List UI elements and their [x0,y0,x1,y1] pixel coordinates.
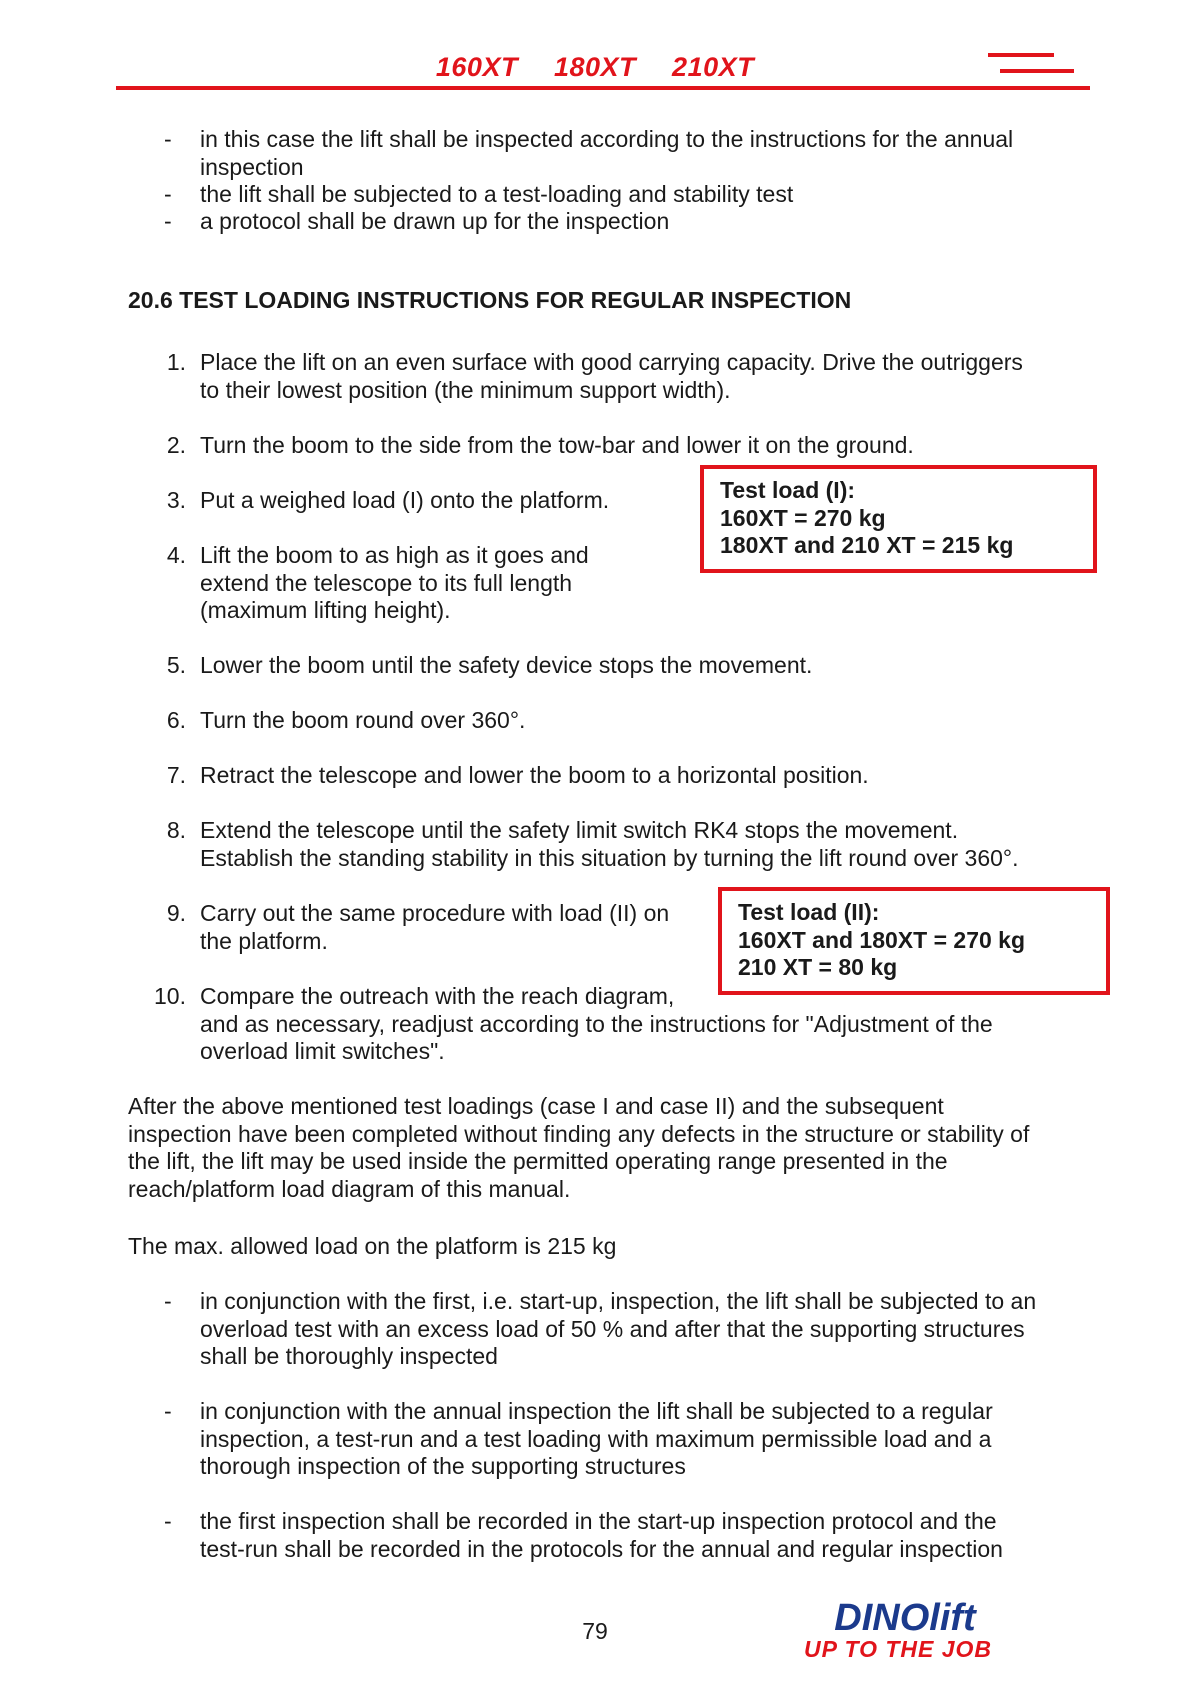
final-item-1-line-3: shall be thoroughly inspected [200,1343,498,1369]
step-6: Turn the boom round over 360°. [200,707,526,733]
test-load-1-line-2: 180XT and 210 XT = 215 kg [720,532,1014,558]
step-10-number: 10. [154,983,186,1009]
paragraph-1-line-2: inspection have been completed without finding any defects in the structure or stability of [128,1120,1030,1147]
step-7: Retract the telescope and lower the boom to a horizontal position. [200,762,869,788]
step-9-number: 9. [166,900,186,926]
step-10-line-1: Compare the outreach with the reach diagram, [200,983,675,1009]
paragraph-1-line-3: the lift, the lift may be used inside the permitted operating range presented in the [128,1148,948,1174]
step-8-line-2: Establish the standing stability in this situation by turning the lift round over 360°. [200,844,1019,871]
logo-wordmark: DINOlift [834,1600,976,1639]
step-9 [200,900,669,955]
step-8-number: 8. [166,817,186,843]
step-9-line-2: the platform. [200,927,328,954]
step-4 [200,542,589,625]
step-1-line-1: Place the lift on an even surface with good carrying capacity. Drive the outriggers [200,349,1023,375]
step-3-number: 3. [166,487,186,513]
step-4-line-1: Lift the boom to as high as it goes and [200,542,589,568]
step-10-line-2: and as necessary, readjust according to the instructions for "Adjustment of the [200,1010,993,1037]
header-mark-bottom [1000,69,1074,73]
test-load-1-line-1: 160XT = 270 kg [720,504,886,531]
dinolift-logo [800,1600,1010,1662]
step-1 [200,349,1023,404]
final-item-2 [200,1398,993,1481]
header-rule [116,86,1090,90]
step-1-line-2: to their lowest position (the minimum support width). [200,376,731,403]
intro-item-3: a protocol shall be drawn up for the inspection [200,208,670,234]
step-4-line-2: extend the telescope to its full length [200,569,573,596]
final-dash-1: - [164,1288,172,1314]
step-2: Turn the boom to the side from the tow-bar and lower it on the ground. [200,432,914,458]
paragraph-1-line-1: After the above mentioned test loadings (case I and case II) and the subsequent [128,1093,944,1119]
final-item-2-line-2: inspection, a test-run and a test loading with maximum permissible load and a [200,1425,992,1452]
intro-item-1 [200,126,1013,181]
intro-item-1-line-1: in this case the lift shall be inspected according to the instructions for the annual [200,126,1014,152]
paragraph-max-load: The max. allowed load on the platform is 215 kg [128,1233,617,1259]
page-number: 79 [582,1618,608,1644]
logo-tagline: UP TO THE JOB [803,1636,993,1662]
intro-item-1-line-2: inspection [200,153,304,180]
intro-dash-3: - [164,208,172,234]
intro-dash-1: - [164,126,172,152]
final-item-3-line-1: the first inspection shall be recorded in the start-up inspection protocol and the [200,1508,997,1534]
step-1-number: 1. [166,349,186,375]
model-210xt: 210XT [672,52,755,82]
header-mark-top [988,53,1054,57]
paragraph-test-result [128,1093,1029,1203]
test-load-1-title: Test load (I): [720,477,856,503]
intro-item-2: the lift shall be subjected to a test-loading and stability test [200,181,794,207]
section-heading: 20.6 TEST LOADING INSTRUCTIONS FOR REGULAR INSPECTION [128,287,852,313]
final-item-1-line-1: in conjunction with the first, i.e. start-up, inspection, the lift shall be subjected to an [200,1288,1037,1314]
test-load-box-1 [700,465,1097,573]
test-load-box-2 [718,887,1110,995]
final-dash-2: - [164,1398,172,1424]
model-180xt: 180XT [553,52,637,82]
step-2-number: 2. [166,432,186,458]
step-10-line-3: overload limit switches". [200,1038,445,1064]
step-10 [200,983,993,1066]
final-item-3 [200,1508,1003,1563]
final-item-2-line-3: thorough inspection of the supporting structures [200,1453,686,1479]
test-load-2-title: Test load (II): [738,899,880,925]
step-3: Put a weighed load (I) onto the platform. [200,487,610,513]
intro-dash-2: - [164,181,172,207]
step-4-number: 4. [166,542,186,568]
test-load-2-line-1: 160XT and 180XT = 270 kg [738,926,1026,953]
paragraph-1-line-4: reach/platform load diagram of this manual. [128,1175,571,1202]
step-5: Lower the boom until the safety device stops the movement. [200,652,813,678]
model-160xt: 160XT [435,52,518,82]
step-8-line-1: Extend the telescope until the safety limit switch RK4 stops the movement. [200,817,959,843]
final-item-3-line-2: test-run shall be recorded in the protocols for the annual and regular inspection [200,1535,1003,1562]
final-item-1 [200,1288,1036,1371]
step-5-number: 5. [166,652,186,678]
step-7-number: 7. [166,762,186,788]
step-4-line-3: (maximum lifting height). [200,597,451,623]
test-load-2-line-2: 210 XT = 80 kg [738,954,898,980]
final-dash-3: - [164,1508,172,1534]
step-9-line-1: Carry out the same procedure with load (II) on [200,900,670,926]
step-8 [200,817,1019,872]
final-item-2-line-1: in conjunction with the annual inspection the lift shall be subjected to a regular [200,1398,993,1424]
final-item-1-line-2: overload test with an excess load of 50 % and after that the supporting structures [200,1315,1025,1342]
step-6-number: 6. [166,707,186,733]
